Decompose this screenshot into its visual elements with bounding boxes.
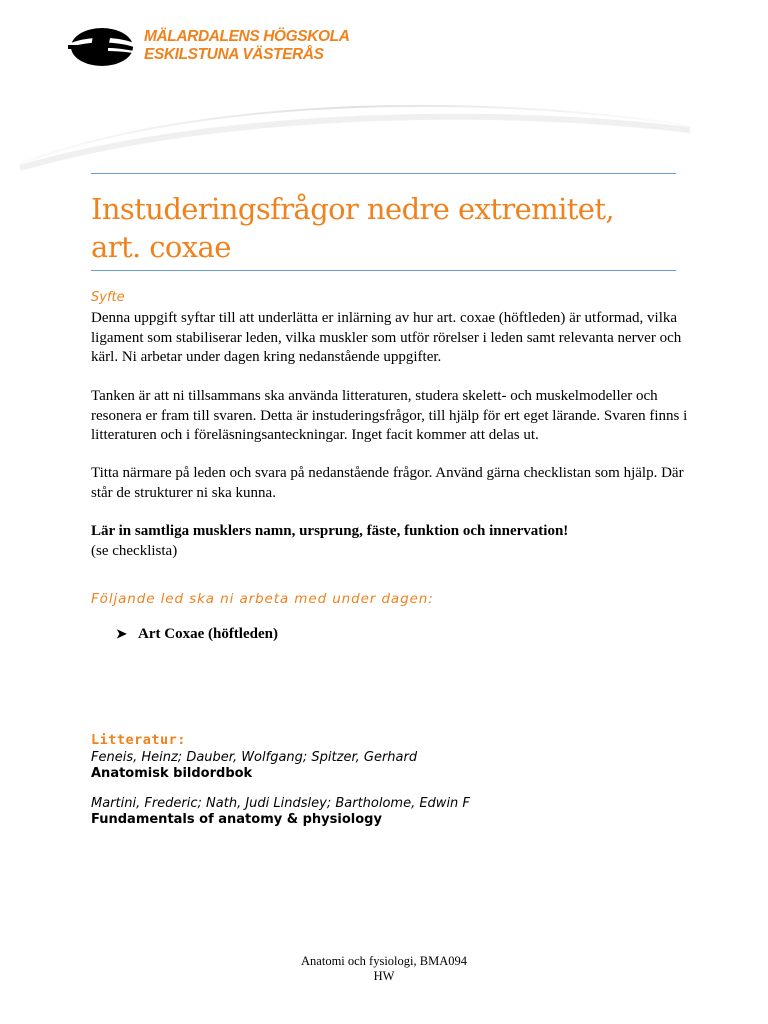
reference-authors: Feneis, Heinz; Dauber, Wolfgang; Spitzer, Gerhard <box>91 750 418 765</box>
header-swoosh-decoration <box>0 82 768 178</box>
instructions-paragraph: Titta närmare på leden och svara på nedanstående frågor. Använd gärna checklistan som hjälp. Där står de strukturer ni ska kunna. <box>91 465 684 501</box>
footer-course: Anatomi och fysiologi, BMA094 <box>301 954 467 968</box>
logo-line-1: MÄLARDALENS HÖGSKOLA <box>144 28 350 45</box>
intro-paragraph: Denna uppgift syftar till att underlätta er inlärning av hur art. coxae (höftleden) är utformad, vilka ligament som stabiliserar leden, vilka muskler som utför rörelser i leden samt relevanta nerver och kärl. Ni arbetar under dagen kring nedanstående uppgifter. <box>91 310 682 365</box>
emphasis-block <box>91 522 691 561</box>
reference-item <box>91 796 691 828</box>
footer-initials: HW <box>373 969 395 983</box>
title-line-1: Instuderingsfrågor nedre extremitet, <box>91 192 615 226</box>
list-item-label: Art Coxae (höftleden) <box>138 626 278 642</box>
syfte-heading: Syfte <box>91 290 125 305</box>
list-item <box>116 626 278 643</box>
reference-title: Anatomisk bildordbok <box>91 766 253 781</box>
logo-wordmark <box>144 28 350 64</box>
title-rule-bottom <box>91 270 676 271</box>
page-footer <box>0 954 768 984</box>
reference-title: Fundamentals of anatomy & physiology <box>91 812 382 827</box>
document-title <box>91 190 681 266</box>
method-paragraph: Tanken är att ni tillsammans ska använda litteraturen, studera skelett- och muskelmodeller och resonera er fram till svaren. Detta är instuderingsfrågor, till hjälp för ert eget lärande. Svaren finns i litteraturen och i föreläsningsanteckningar. Inget facit kommer att delas ut. <box>91 388 688 443</box>
logo-line-2: ESKILSTUNA VÄSTERÅS <box>144 46 324 63</box>
reference-authors: Martini, Frederic; Nath, Judi Lindsley; Bartholome, Edwin F <box>91 796 470 811</box>
arrowhead-bullet-icon: ➤ <box>116 626 127 641</box>
title-rule-top <box>91 173 676 174</box>
emphasis-note: (se checklista) <box>91 542 178 559</box>
foljande-heading: Följande led ska ni arbeta med under dagen: <box>91 591 434 607</box>
title-line-2: art. coxae <box>91 230 231 264</box>
reference-item <box>91 750 691 782</box>
university-logo <box>68 26 350 70</box>
logo-emblem-icon <box>68 26 136 68</box>
emphasis-text: Lär in samtliga musklers namn, ursprung, fäste, funktion och innervation! <box>91 523 569 539</box>
litteratur-heading: Litteratur: <box>91 732 186 748</box>
